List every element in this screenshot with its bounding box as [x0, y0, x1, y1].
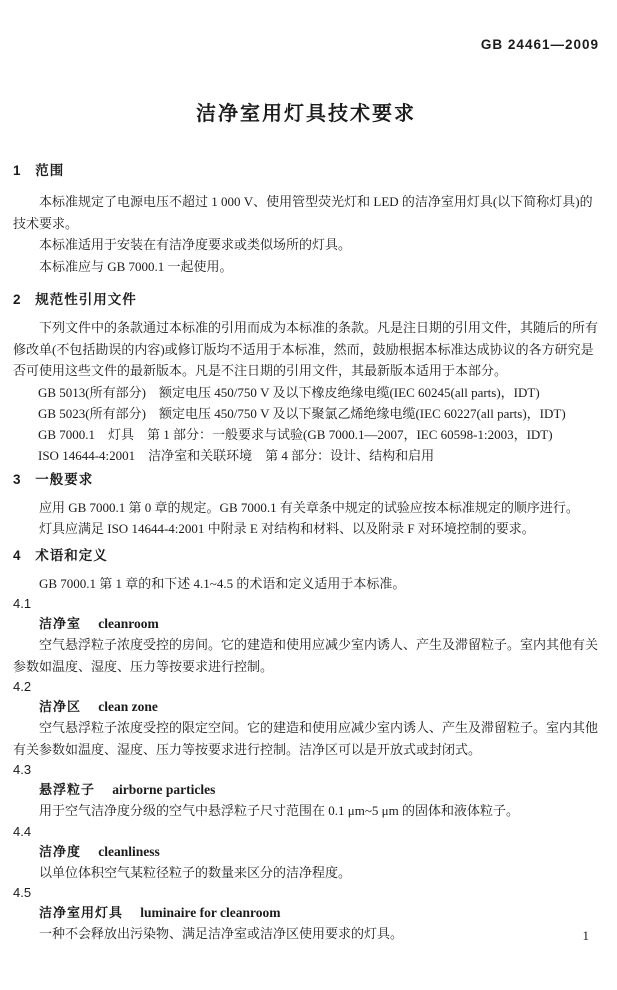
term-definition: 一种不会释放出污染物、满足洁净室或洁净区使用要求的灯具。 [39, 926, 404, 941]
term-number: 4.3 [13, 762, 32, 777]
term-name-zh: 洁净区 [39, 699, 82, 714]
term-heading [13, 697, 599, 717]
term-block-4-5 [13, 883, 599, 945]
term-number: 4.2 [13, 679, 32, 694]
term-name-zh: 洁净室 [39, 616, 82, 631]
reference-item: ISO 14644-4:2001 洁净室和关联环境 第 4 部分：设计、结构和启用 [38, 447, 435, 463]
page-content [0, 37, 617, 945]
term-name-en: cleanroom [98, 616, 159, 631]
term-heading [13, 614, 599, 634]
section-1-paragraph: 本标准适用于安装在有洁净度要求或类似场所的灯具。 [39, 237, 352, 252]
reference-item: GB 5023(所有部分) 额定电压 450/750 V 及以下聚氯乙烯绝缘电缆(IEC 60227(all parts)，IDT) [38, 405, 566, 421]
term-definition: 用于空气洁净度分级的空气中悬浮粒子尺寸范围在 0.1 μm~5 μm 的固体和液体粒子。 [39, 803, 519, 818]
term-name-zh: 洁净度 [39, 843, 82, 859]
section-3-paragraph: 灯具应满足 ISO 14644-4:2001 中附录 E 对结构和材料、以及附录 F 对环境控制的要求。 [39, 521, 535, 536]
section-4-paragraph: GB 7000.1 第 1 章的和下述 4.1~4.5 的术语和定义适用于本标准。 [39, 575, 406, 591]
term-heading [13, 842, 599, 862]
doc-code-header: GB 24461—2009 [480, 37, 599, 52]
section-2-paragraph: 下列文件中的条款通过本标准的引用而成为本标准的条款。凡是注日期的引用文件，其随后的所有修改单(不包括勘误的内容)或修订版均不适用于本标准，然而，鼓励根据本标准达成协议的各方研究是否可使用这些文件的最新版本。凡是不注日期的引用文件，其最新版本适用于本部分。 [13, 320, 599, 378]
term-name-zh: 洁净室用灯具 [39, 905, 124, 920]
section-2-title: 规范性引用文件 [35, 292, 137, 307]
term-name-en: clean zone [98, 699, 158, 714]
section-1-title: 范围 [35, 163, 65, 178]
section-3-heading [13, 470, 599, 489]
section-3-number: 3 [13, 471, 21, 487]
section-1-number: 1 [13, 163, 21, 178]
term-definition: 空气悬浮粒子浓度受控的限定空间。它的建造和使用应减少室内诱人、产生及滞留粒子。室内其他有关参数如温度、湿度、压力等按要求进行控制。洁净区可以是开放式或封闭式。 [13, 720, 599, 757]
term-number: 4.4 [13, 823, 32, 839]
section-3-paragraph: 应用 GB 7000.1 第 0 章的规定。GB 7000.1 有关章条中规定的试验应按本标准规定的顺序进行。 [39, 499, 579, 515]
term-heading [13, 903, 599, 923]
term-block-4-4 [13, 822, 599, 884]
term-definition: 空气悬浮粒子浓度受控的房间。它的建造和使用应减少室内诱人、产生及滞留粒子。室内其他有关参数如温度、湿度、压力等按要求进行控制。 [13, 637, 599, 674]
section-2-number: 2 [13, 292, 21, 307]
section-1-paragraph: 本标准应与 GB 7000.1 一起使用。 [39, 258, 233, 274]
section-1-paragraph: 本标准规定了电源电压不超过 1 000 V、使用管型荧光灯和 LED 的洁净室用灯具(以下简称灯具)的技术要求。 [13, 194, 593, 231]
page-number: 1 [582, 928, 589, 943]
section-3-title: 一般要求 [35, 471, 94, 487]
doc-title: 洁净室用灯具技术要求 [196, 103, 416, 125]
term-name-en: airborne particles [112, 782, 216, 797]
section-4-title: 术语和定义 [35, 547, 108, 563]
term-name-en: luminaire for cleanroom [140, 905, 281, 920]
term-number: 4.5 [13, 885, 32, 900]
reference-item: GB 5013(所有部分) 额定电压 450/750 V 及以下橡皮绝缘电缆(IEC 60245(all parts)，IDT) [38, 384, 540, 400]
section-2-heading [13, 290, 599, 309]
normative-references-list [13, 382, 599, 466]
term-block-4-2 [13, 677, 599, 760]
term-block-4-3 [13, 760, 599, 822]
term-definition: 以单位体积空气某粒径粒子的数量来区分的洁净程度。 [39, 864, 352, 880]
term-block-4-1 [13, 594, 599, 677]
term-heading [13, 780, 599, 800]
section-4-heading [13, 546, 599, 565]
term-number: 4.1 [13, 596, 32, 611]
term-name-en: cleanliness [98, 843, 160, 859]
term-name-zh: 悬浮粒子 [39, 782, 96, 797]
section-4-number: 4 [13, 547, 21, 563]
section-1-heading [13, 161, 599, 180]
reference-item: GB 7000.1 灯具 第 1 部分：一般要求与试验(GB 7000.1—2007，IEC 60598-1:2003，IDT) [38, 426, 553, 442]
